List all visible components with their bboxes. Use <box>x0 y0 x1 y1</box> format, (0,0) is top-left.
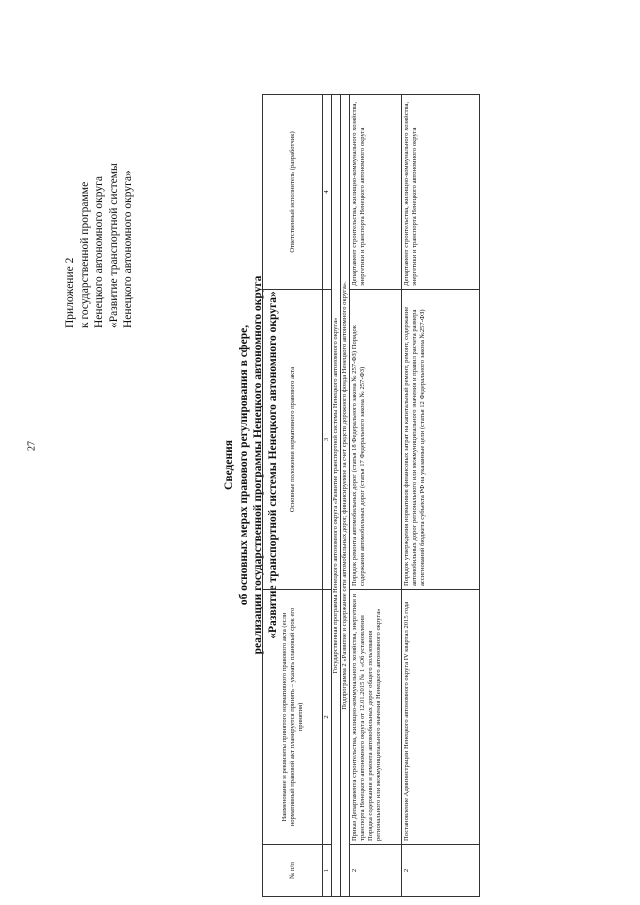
column-number: 3 <box>323 290 332 590</box>
table-header-row <box>263 95 323 897</box>
row-responsible: Департамент строительства, жилищно-коммунального хозяйства, энергетики и транспорта Ненецкого автономного округа <box>402 95 480 290</box>
table-row <box>402 95 480 897</box>
appendix-line: Приложение 2 <box>64 257 76 328</box>
appendix-line: «Развитие транспортной системы <box>107 163 120 328</box>
page-number: 27 <box>26 441 38 451</box>
row-provisions: Порядок ремонта автомобильных дорог (статья 18 Федерального закона № 257-ФЗ) Порядок содержания автомобильных дорог (статья 17 Федерального закона № 257-ФЗ) <box>350 290 402 590</box>
appendix-note <box>63 48 133 328</box>
table-row <box>350 95 402 897</box>
title-line: «Развитие транспортной системы Ненецкого автономного округа» <box>266 291 279 639</box>
title-line: об основных мерах правового регулирования в сфере, <box>237 324 250 606</box>
title-line: реализации государственной программы Ненецкого автономного округа <box>252 275 264 655</box>
column-number: 1 <box>323 845 332 897</box>
appendix-line: к государственной программе <box>78 181 91 328</box>
row-number: 2 <box>350 845 402 897</box>
subprogram-title: Подпрограмма 2 «Развитие и содержание сети автомобильных дорог, финансируемое за счет средств дорожного фонда Ненецкого автономного округа». <box>341 95 350 897</box>
measures-table <box>262 95 476 897</box>
program-title: Государственная программа Ненецкого автономного округа «Развитие транспортной системы Ненецкого автономного округа» <box>332 95 341 897</box>
appendix-line: Ненецкого автономного округа <box>93 176 105 328</box>
row-provisions: Порядок утверждения нормативов финансовых затрат на капитальный ремонт, ремонт, содержание автомобильных дорог регионального или межмуниципального значения и правил расчета размера ассигнований бюджета субъекта РФ на указанные цели (статья 12 Федерального закона №257-ФЗ) <box>402 290 480 590</box>
header-act: Наименование и реквизиты принятого нормативного правового акта (если нормативный правовой акт планируется принять – указать плановый срок его принятия) <box>263 590 323 845</box>
title-line: Сведения <box>223 440 235 490</box>
row-act: Приказ Департамента строительства, жилищно-коммунального хозяйства, энергетики и транспорта Ненецкого автономного округа от 12.01.2015 № 1 «Об установлении Порядка содержания и ремонта автомобильных дорог общего пользования регионального или межмуниципального значения Ненецкого автономного округа» <box>350 590 402 845</box>
header-responsible: Ответственный исполнитель (разработчик) <box>263 95 323 290</box>
header-number: № п/п <box>263 845 323 897</box>
row-number: 2 <box>402 845 480 897</box>
column-number-row <box>323 95 332 897</box>
appendix-line: Ненецкого автономного округа» <box>122 170 134 328</box>
subprogram-row <box>341 95 350 897</box>
column-number: 2 <box>323 590 332 845</box>
program-row <box>332 95 341 897</box>
row-act: Постановление Администрации Ненецкого автономного округа IV квартал 2015 года <box>402 590 480 845</box>
row-responsible: Департамент строительства, жилищно-коммунального хозяйства, энергетики и транспорта Ненецкого автономного округа <box>350 95 402 290</box>
header-provisions: Основные положения нормативного правового акта <box>263 290 323 590</box>
column-number: 4 <box>323 95 332 290</box>
